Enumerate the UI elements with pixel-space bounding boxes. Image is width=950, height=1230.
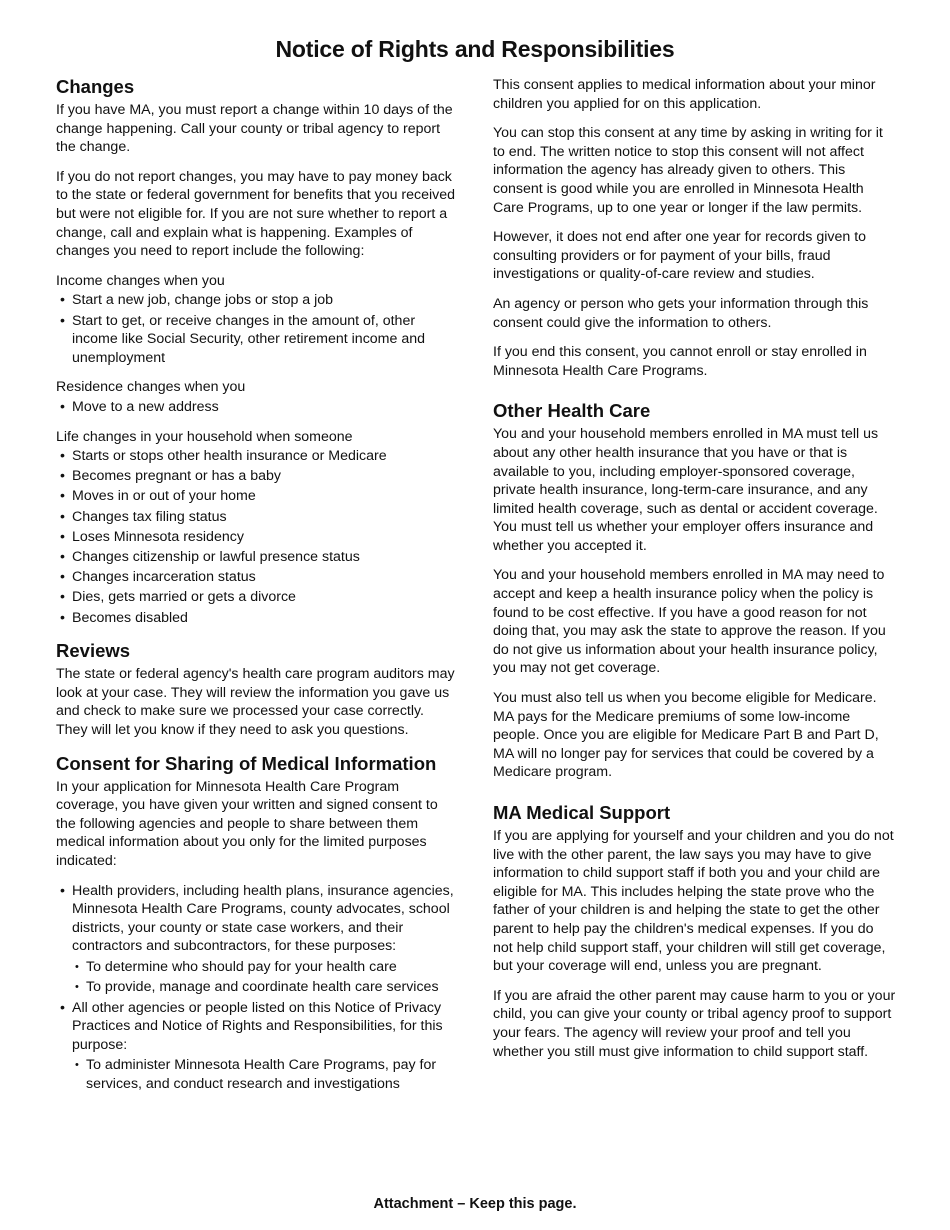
residence-changes-lead: Residence changes when you: [56, 379, 246, 396]
changes-paragraph-2: If you do not report changes, you may have to pay money back to the state or federal government for benefits that you received but were not eligible for. If you are not sure whether to report a change, call and explain what is happening. Examples of changes you need to report include the following:: [56, 168, 456, 260]
page-footer: Attachment – Keep this page.: [373, 1196, 577, 1212]
ma-medical-support-section: [493, 802, 897, 1061]
list-item: • To provide, manage and coordinate health care services: [72, 978, 458, 997]
consent-item-2-text: All other agencies or people listed on this Notice of Privacy Practices and Notice of Rights and Responsibilities, for this purpose:: [72, 999, 443, 1053]
ma-medical-support-paragraph-2: If you are afraid the other parent may cause harm to you or your child, you can give your county or tribal agency proof to support your fears. The agency will review your proof and tell you whether you still must give information to child support staff.: [493, 987, 896, 1060]
other-health-care-section: [493, 400, 897, 782]
other-health-care-paragraph-1: You and your household members enrolled in MA must tell us about any other health insurance that you have or that is available to you, including employer-sponsored coverage, private health insurance, long-term-care insurance, and any limited health coverage, such as dental or accident coverage. You must tell us whether your employer offers insurance and whether you accepted it.: [493, 426, 879, 554]
life-changes-list: [56, 447, 458, 627]
consent-continued-section: [493, 76, 897, 380]
consent-list: [56, 882, 458, 1094]
ma-medical-support-heading: MA Medical Support: [493, 802, 671, 823]
consent-item-1-text: Health providers, including health plans, insurance agencies, Minnesota Health Care Programs, county advocates, school districts, your county or state case workers, and their contractors and subcontractors, for these purposes:: [72, 882, 454, 955]
changes-section: [56, 76, 458, 627]
income-changes-list: [56, 291, 458, 367]
list-item: [56, 882, 458, 997]
list-item: • Loses Minnesota residency: [56, 528, 458, 547]
consent-paragraph-2: This consent applies to medical information about your minor children you applied for on this application.: [493, 77, 876, 112]
reviews-heading: Reviews: [56, 640, 131, 662]
consent-paragraph-1: In your application for Minnesota Health Care Program coverage, you have given your written and signed consent to the following agencies and people to share between them medical information about you only for the limited purposes indicated:: [56, 778, 438, 869]
consent-paragraph-6: If you end this consent, you cannot enroll or stay enrolled in Minnesota Health Care Programs.: [493, 344, 867, 379]
consent-paragraph-3: You can stop this consent at any time by asking in writing for it to end. The written notice to stop this consent will not affect information the agency has already given to others. This consent is good while you are enrolled in Minnesota Health Care Programs, up to one year or longer if the law permits.: [493, 125, 883, 216]
list-item: [56, 999, 458, 1094]
life-changes-lead: Life changes in your household when someone: [56, 428, 353, 445]
list-item: • Becomes disabled: [56, 609, 458, 628]
other-health-care-heading: Other Health Care: [493, 400, 651, 422]
changes-heading: Changes: [56, 76, 135, 97]
list-item: • Changes citizenship or lawful presence status: [56, 548, 458, 567]
left-column: [56, 76, 458, 1107]
income-changes-lead: Income changes when you: [56, 272, 225, 289]
consent-paragraph-5: An agency or person who gets your information through this consent could give the information to others.: [493, 295, 869, 331]
right-column: [493, 76, 897, 1074]
reviews-section: [56, 640, 458, 739]
consent-section: [56, 753, 458, 1094]
list-item: • Moves in or out of your home: [56, 487, 458, 506]
list-item: • Start to get, or receive changes in the amount of, other income like Social Security, other retirement income and unemployment: [56, 312, 458, 368]
consent-heading: Consent for Sharing of Medical Information: [56, 752, 437, 774]
list-item: • Becomes pregnant or has a baby: [56, 467, 458, 486]
list-item: • Start a new job, change jobs or stop a job: [56, 291, 458, 310]
consent-item-1-sublist: [72, 958, 458, 997]
list-item: • Changes incarceration status: [56, 568, 458, 587]
list-item: • Starts or stops other health insurance or Medicare: [56, 447, 458, 466]
reviews-paragraph: The state or federal agency's health care program auditors may look at your case. They will review the information you gave us and check to make sure we processed your case correctly. They will let you know if they need to ask you questions.: [56, 666, 455, 738]
list-item: • To administer Minnesota Health Care Programs, pay for services, and conduct research and investigations: [72, 1056, 458, 1093]
list-item: • Dies, gets married or gets a divorce: [56, 588, 458, 607]
other-health-care-paragraph-3: You must also tell us when you become eligible for Medicare. MA pays for the Medicare premiums of some low-income people. Once you are eligible for Medicare Part B and Part D, MA will no longer pay for services that could be covered by a Medicare program.: [493, 690, 879, 781]
list-item: • To determine who should pay for your health care: [72, 958, 458, 977]
list-item: • Changes tax filing status: [56, 508, 458, 527]
residence-changes-list: [56, 398, 458, 417]
page-title: Notice of Rights and Responsibilities: [275, 36, 675, 62]
ma-medical-support-paragraph-1: If you are applying for yourself and your children and you do not live with the other parent, the law says you may have to give information to child support staff if both you and your child are eligible for MA. This includes helping the state prove who the father of your children is and helping the state to get the other parent to help pay the children's medical expenses. If you do not help child support staff, your children will still get coverage, but your coverage will end, unless you are pregnant.: [493, 828, 894, 975]
list-item: • Move to a new address: [56, 398, 458, 417]
consent-item-2-sublist: [72, 1056, 458, 1093]
other-health-care-paragraph-2: You and your household members enrolled in MA may need to accept and keep a health insurance policy when the policy is found to be cost effective. If you have a good reason for not doing that, you may ask the state to approve the reason. If you do not give us information about your health insurance policy, you may not get coverage.: [493, 567, 886, 677]
changes-paragraph-1: If you have MA, you must report a change within 10 days of the change happening. Call your county or tribal agency to report the change.: [56, 102, 453, 156]
consent-paragraph-4: However, it does not end after one year for records given to consulting providers or for payment of your bills, fraud investigations or quality-of-care review and studies.: [493, 229, 867, 283]
